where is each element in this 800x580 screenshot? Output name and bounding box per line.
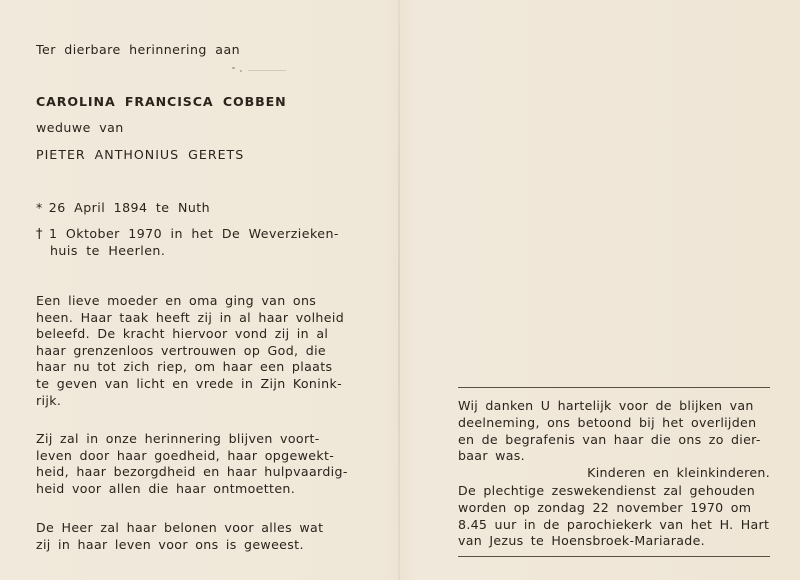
deceased-name: CAROLINA FRANCISCA COBBEN (36, 94, 287, 109)
birth-text: 26 April 1894 te Nuth (48, 200, 211, 215)
paragraph-line: De Heer zal haar belonen voor alles wat (36, 520, 324, 535)
thanks-line: deelneming, ons betoond bij het overlijden (458, 414, 757, 430)
thanks-line: en de begrafenis van haar die ons zo dier- (458, 431, 761, 447)
paper-mark (248, 70, 286, 71)
birth-star-icon: * (36, 200, 43, 215)
paragraph-line: leven door haar goedheid, haar opgewekt- (36, 447, 335, 463)
paper-speck (240, 70, 242, 72)
paragraph-1 (36, 293, 344, 409)
death-cross-icon: † (36, 227, 43, 242)
service-line: 8.45 uur in de parochiekerk van het H. Hart (458, 516, 770, 532)
paragraph-line: heid, haar bezorgdheid en haar hulpvaardig- (36, 464, 348, 480)
service-line: van Jezus te Hoensbroek-Mariarade. (458, 533, 705, 549)
death-line-2: huis te Heerlen. (50, 243, 166, 258)
paper-speck (232, 67, 235, 69)
thanks-line: baar was. (458, 448, 525, 464)
death-line-1 (36, 226, 339, 242)
paragraph-line: haar grenzenloos vertrouwen op God, die (36, 342, 327, 358)
paragraph-line: zij in haar leven voor ons is geweest. (36, 536, 304, 552)
top-divider (458, 387, 770, 388)
card-fold (398, 0, 400, 580)
death-text-1: 1 Oktober 1970 in het De Weverzieken- (48, 226, 339, 241)
paragraph-line: rijk. (36, 392, 62, 408)
paragraph-line: haar nu tot zich riep, om haar een plaats (36, 359, 333, 375)
paragraph-2 (36, 431, 348, 497)
service-line: worden op zondag 22 november 1970 om (458, 499, 752, 515)
intro-text: Ter dierbare herinnering aan (36, 42, 241, 57)
birth-line (36, 200, 210, 215)
thanks-block (458, 398, 774, 482)
thanks-line: Wij danken U hartelijk voor de blijken van (458, 398, 754, 413)
spouse-name: PIETER ANTHONIUS GERETS (36, 147, 245, 162)
service-line: De plechtige zeswekendienst zal gehouden (458, 483, 756, 498)
paragraph-line: beleefd. De kracht hiervoor vond zij in al (36, 326, 329, 342)
paragraph-3 (36, 520, 323, 553)
signature: Kinderen en kleinkinderen. (587, 465, 770, 481)
paragraph-line: heid voor allen die haar ontmoetten. (36, 480, 296, 496)
paragraph-line: Zij zal in onze herinnering blijven voort- (36, 431, 320, 446)
paragraph-line: te geven van licht en vrede in Zijn Konink- (36, 375, 342, 391)
paragraph-line: heen. Haar taak heeft zij in al haar volheid (36, 309, 345, 325)
paragraph-line: Een lieve moeder en oma ging van ons (36, 293, 317, 308)
service-block (458, 483, 774, 550)
relation-text: weduwe van (36, 120, 124, 135)
bottom-divider (458, 556, 770, 557)
